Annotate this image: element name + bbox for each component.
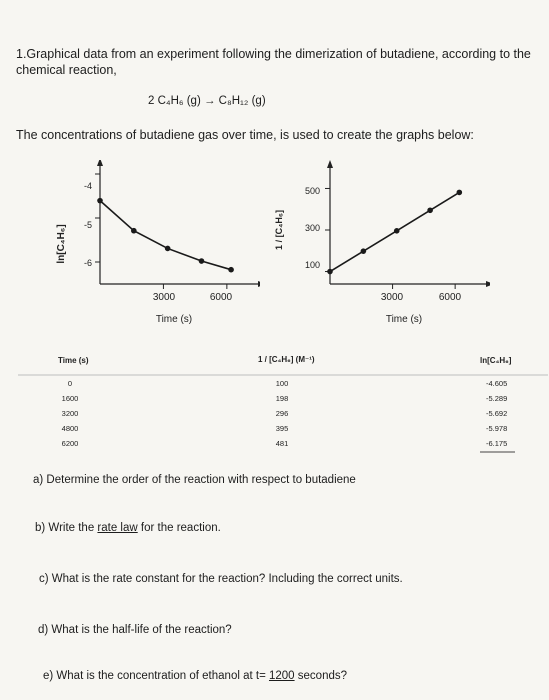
table-cell-ln: -6.175 <box>486 439 508 448</box>
left-data-point <box>228 267 234 273</box>
right-y-tick-label: 100 <box>304 260 320 270</box>
right-data-point <box>327 269 333 275</box>
right-data-point <box>427 207 433 213</box>
left-y-axis-label: ln[C₄H₆] <box>56 224 67 264</box>
left-data-point <box>165 246 171 252</box>
right-x-arrow <box>486 281 490 287</box>
left-data-point <box>199 258 205 264</box>
right-x-tick-label: 6000 <box>438 292 462 303</box>
left-y-arrow <box>97 160 103 166</box>
problem-title: 1.Graphical data from an experiment following the dimerization of butadiene, according to the chemical reaction, <box>16 47 531 77</box>
table-cell-time: 0 <box>67 379 73 388</box>
left-y-tick-label: -4 <box>83 181 92 191</box>
table-rows <box>62 379 508 448</box>
table-cell-inverse: 395 <box>275 424 289 433</box>
table-cell-inverse: 296 <box>275 409 289 418</box>
right-y-axis-label: 1 / [C₄H₆] <box>274 210 284 250</box>
question-b: b) Write the rate law for the reaction. <box>35 522 221 534</box>
left-data-point <box>97 198 103 204</box>
table-cell-ln: -5.978 <box>486 424 508 433</box>
right-x-tick-label: 3000 <box>380 292 404 303</box>
question-a: a) Determine the order of the reaction with respect to butadiene <box>33 474 356 486</box>
question-c: c) What is the rate constant for the reaction? Including the correct units. <box>39 573 403 585</box>
table-cell-time: 4800 <box>61 424 79 433</box>
right-data-point <box>457 190 463 196</box>
table-header-ln: ln[C₄H₆] <box>480 356 512 365</box>
chemical-reaction: 2 C₄H₆ (g) → C₈H₁₂ (g) <box>148 95 266 107</box>
right-data-point <box>361 248 367 254</box>
left-data-marks <box>97 198 234 273</box>
right-x-axis-label: Time (s) <box>385 314 423 325</box>
table-cell-inverse: 481 <box>275 439 289 448</box>
table-cell-ln: -5.692 <box>486 409 508 418</box>
left-y-tick-label: -5 <box>83 220 92 230</box>
right-y-tick-label: 500 <box>304 186 320 196</box>
table-cell-time: 1600 <box>61 394 79 403</box>
left-y-tick-label: -6 <box>83 258 92 268</box>
left-x-tick-label: 6000 <box>209 292 233 303</box>
question-e: e) What is the concentration of ethanol at t= 1200 seconds? <box>43 670 348 682</box>
table-cell-ln: -4.605 <box>486 379 508 388</box>
table-cell-time: 6200 <box>61 439 79 448</box>
table-header-time: Time (s) <box>58 356 89 365</box>
right-data-marks <box>327 190 462 275</box>
right-y-tick-label: 300 <box>304 223 320 233</box>
question-d: d) What is the half-life of the reaction? <box>38 624 232 636</box>
left-series-line <box>100 201 231 270</box>
problem-intro: The concentrations of butadiene gas over time, is used to create the graphs below: <box>16 128 474 142</box>
table-cell-inverse: 198 <box>275 394 289 403</box>
table-cell-ln: -5.289 <box>486 394 508 403</box>
left-x-arrow <box>258 281 260 287</box>
inverse-concentration-graph <box>270 160 490 330</box>
data-table <box>0 340 549 465</box>
table-header-inverse: 1 / [C₄H₆] (M⁻¹) <box>258 355 315 364</box>
left-x-tick-label: 3000 <box>152 292 176 303</box>
left-x-axis-label: Time (s) <box>155 314 193 325</box>
table-cell-time: 3200 <box>61 409 79 418</box>
ln-concentration-graph <box>50 160 260 330</box>
table-cell-inverse: 100 <box>275 379 289 388</box>
left-data-point <box>131 228 137 234</box>
right-y-arrow <box>327 160 333 168</box>
left-axes <box>95 160 260 289</box>
right-data-point <box>394 228 400 234</box>
